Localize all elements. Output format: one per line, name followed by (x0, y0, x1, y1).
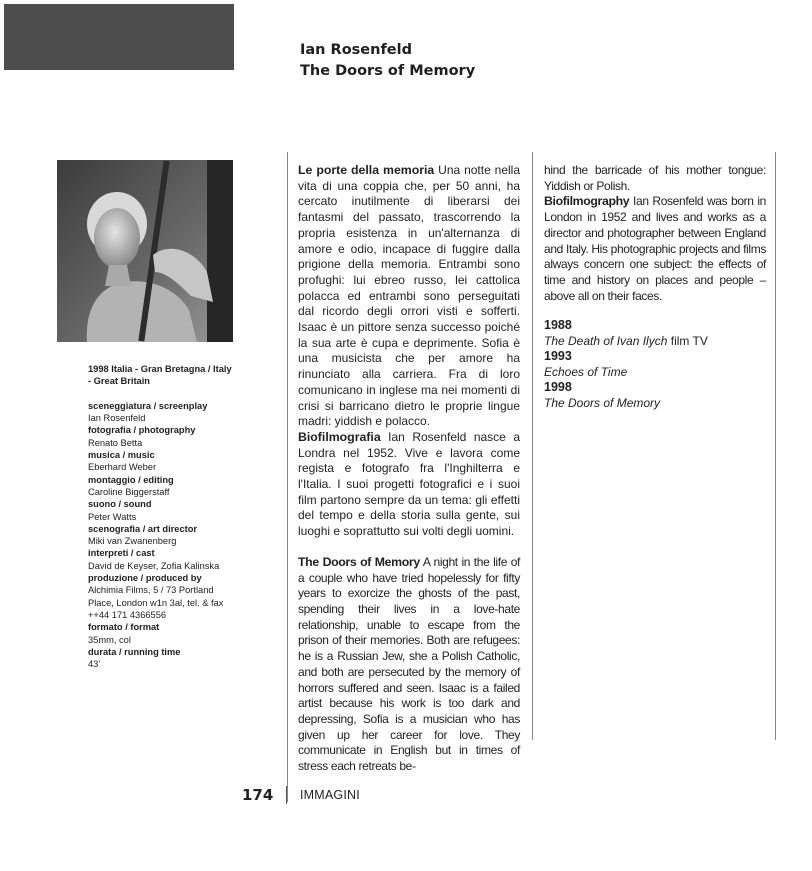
production-country: 1998 Italia - Gran Bretagna / Italy - Great Britain (88, 364, 232, 387)
credit-value: Peter Watts (88, 511, 137, 522)
film-title: The Doors of Memory (300, 63, 476, 79)
director-name: Ian Rosenfeld (300, 42, 412, 58)
filmography-entry (544, 365, 708, 381)
english-synopsis-continued: hind the barricade of his mother tongue: Yiddish or Polish. (544, 163, 766, 193)
italian-biography (298, 430, 520, 540)
english-bio-text: Ian Rosenfeld was born in London in 1952 and lives and works as a director and photographer between England and Italy. His photographic projects and films always concern one subject: the effects of time and history on places and people – above all on their faces. (544, 194, 766, 303)
italian-synopsis-text: Una notte nella vita di una coppia che, per 50 anni, ha cercato inutilmente di liberarsi dei fantasmi del passato, trascorrendo la propria esistenza in un'alternanza di amore e odio, incapace di fuggire dalla prigione della memoria. Entrambi sono profughi: lui ebreo russo, lei cattolica polacca ed entrambi sono perseguitati dal ricordo degli orrori visti e sofferti. Isaac è un pittore senza successo poiché la sua arte è cupa e deprimente. Sofia è una musicista che per amore ha rinunciato alla carriera. Fra di loro comunicano in inglese ma nei momenti di crisi si barricano dietro le proprie lingue madri: yiddish e polacco. (298, 163, 520, 429)
credit-value: Alchimia Films, 5 / 73 Portland Place, London w1n 3al, tel. & fax ++44 171 4366556 (88, 585, 224, 620)
filmography-year: 1993 (544, 349, 572, 364)
filmography-year: 1988 (544, 318, 572, 332)
english-biography (544, 194, 766, 304)
credits-block (88, 363, 236, 670)
english-synopsis (298, 555, 520, 775)
filmography-title: The Death of Ivan Ilych (544, 333, 668, 348)
page-number: 174 (242, 786, 274, 804)
filmography-entry (544, 396, 708, 412)
credit-role: sceneggiatura / screenplay (88, 400, 208, 411)
column-divider (775, 152, 776, 740)
section-name: IMMAGINI (300, 788, 360, 802)
english-synopsis-text-part1: A night in the life of a couple who have tried hopelessly for fifty years to exorcize the ghosts of the past, spending their lives in a love-hate relationship, unable to escape from the prison of their memories. Both are refugees: he is a Russian Jew, she a Polish Catholic, and both are persecuted by the memory of horrors suffered and seen. Isaac is a failed artist because his work is too dark and depressing, Sofia is a musician who has given up her career for love. They communicate in English but in times of stress each retreats be- (298, 554, 521, 774)
film-still-photo (57, 160, 233, 342)
english-synopsis-heading: The Doors of Memory (298, 554, 420, 569)
film-header (300, 40, 475, 82)
credit-value: Caroline Biggerstaff (88, 486, 170, 497)
credit-value: Eberhard Weber (88, 462, 157, 473)
credit-list (88, 400, 236, 671)
credit-role: scenografia / art director (88, 523, 198, 534)
footer-divider (286, 786, 287, 804)
credit-role: durata / running time (88, 646, 181, 657)
filmography-title: The Doors of Memory (544, 395, 661, 410)
credit-value: Ian Rosenfeld (88, 413, 146, 424)
credit-value: David de Keyser, Zofia Kalinska (88, 560, 220, 571)
filmography-entry (544, 334, 708, 350)
credit-role: fotografia / photography (88, 425, 196, 436)
credit-value: Renato Betta (88, 437, 143, 448)
italian-synopsis (298, 163, 520, 430)
credit-value: Miki van Zwanenberg (88, 536, 177, 547)
credit-role: interpreti / cast (88, 548, 155, 559)
header-bar (4, 4, 234, 70)
credit-role: formato / format (88, 622, 160, 633)
credit-role: suono / sound (88, 499, 152, 510)
english-bio-heading: Biofilmography (544, 194, 630, 209)
italian-column (298, 163, 520, 775)
credit-role: musica / music (88, 450, 155, 461)
filmography-title: Echoes of Time (544, 364, 628, 379)
credit-value: 35mm, col (88, 634, 131, 645)
italian-bio-heading: Biofilmografia (298, 429, 381, 444)
filmography-note: film TV (667, 333, 708, 348)
column-divider (287, 152, 288, 802)
italian-synopsis-heading: Le porte della memoria (298, 163, 435, 177)
filmography-year: 1998 (544, 380, 572, 395)
italian-bio-text: Ian Rosenfeld nasce a Londra nel 1952. Vive e lavora come regista e fotografo fra l'Inghilterra e l'Italia. I suoi progetti fotografici e i suoi film partono sempre da un tema: gli effetti del tempo e della storia sulla gente, sui luoghi e soprattutto sui volti degli uomini. (298, 429, 520, 539)
column-divider (532, 152, 533, 740)
credit-role: produzione / produced by (88, 573, 202, 584)
filmography-list (544, 318, 708, 412)
english-column (544, 163, 766, 304)
credit-value: 43' (88, 659, 101, 670)
credit-role: montaggio / editing (88, 474, 174, 485)
